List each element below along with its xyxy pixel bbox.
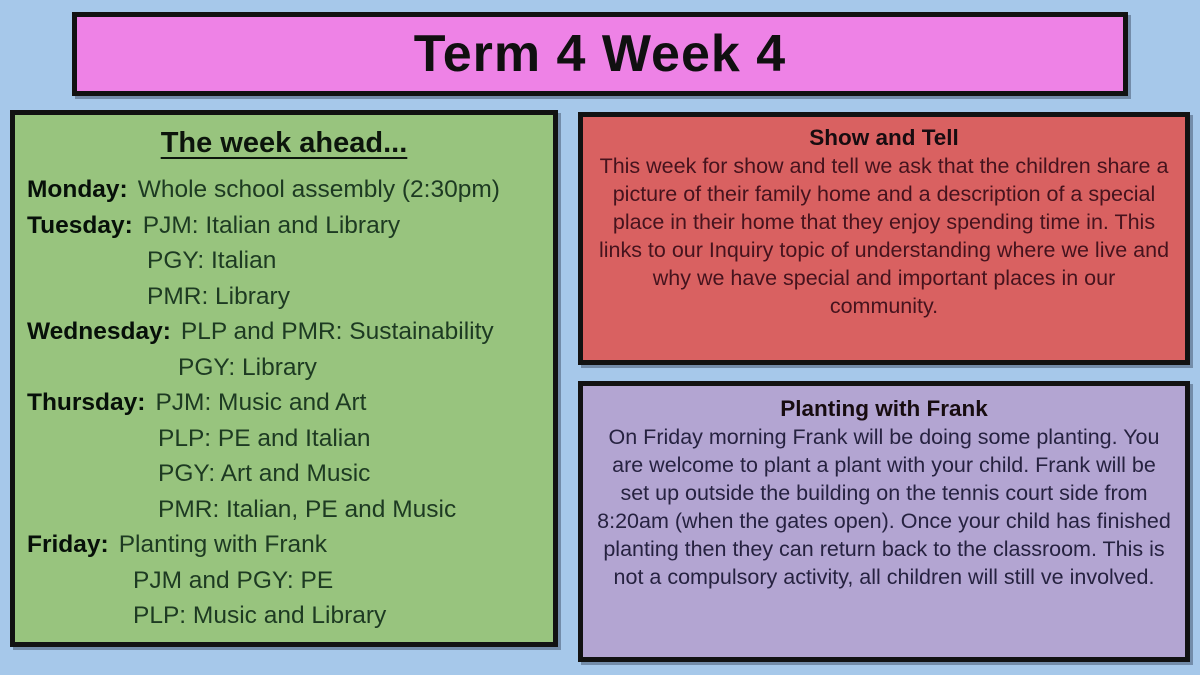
- show-and-tell-body: This week for show and tell we ask that the children share a picture of their family home and a description of a special place in their home that they enjoy spending time in. This links to our Inquiry topic of understanding where we live and why we have special and important places in our community.: [598, 154, 1170, 318]
- planting-with-frank-panel: [578, 381, 1190, 662]
- day-label: Monday:: [27, 176, 128, 203]
- day-activities: PLP and PMR: Sustainability: [180, 318, 494, 345]
- title-banner: [72, 12, 1128, 96]
- schedule-subline: [27, 598, 541, 634]
- day-activities: PJM: Italian and Library: [142, 211, 401, 239]
- schedule-line-friday: [27, 527, 541, 563]
- schedule-subline: [27, 492, 541, 528]
- schedule-subline: [27, 279, 541, 315]
- week-ahead-panel: [10, 110, 558, 647]
- show-and-tell-title: Show and Tell: [809, 125, 959, 150]
- day-label: Wednesday:: [27, 318, 171, 345]
- planting-title: Planting with Frank: [780, 396, 988, 421]
- schedule-subline: [27, 421, 541, 457]
- day-activities: PLP: Music and Library: [133, 602, 387, 629]
- schedule-line-monday: [27, 172, 541, 208]
- day-label: Friday:: [27, 531, 109, 558]
- show-and-tell-panel: [578, 112, 1190, 365]
- day-activities: PMR: Italian, PE and Music: [158, 495, 457, 523]
- day-activities: PJM: Music and Art: [155, 389, 367, 416]
- schedule-subline: [27, 456, 541, 492]
- day-activities: PGY: Italian: [147, 247, 277, 274]
- day-activities: PLP: PE and Italian: [158, 424, 371, 452]
- day-activities: PJM and PGY: PE: [133, 566, 334, 594]
- planting-body: On Friday morning Frank will be doing some planting. You are welcome to plant a plant with your child. Frank will be set up outside the building on the tennis court side from 8:20am (when the gates open). Once your child has finished planting then they can return back to the classroom. This is not a compulsory activity, all children will still ve involved.: [597, 425, 1171, 589]
- schedule-line-wednesday: [27, 314, 541, 350]
- schedule-subline: [27, 563, 541, 599]
- day-activities: PMR: Library: [147, 282, 290, 310]
- day-activities: Planting with Frank: [118, 531, 328, 558]
- day-activities: Whole school assembly (2:30pm): [137, 176, 500, 203]
- day-activities: PGY: Library: [178, 353, 317, 381]
- day-activities: PGY: Art and Music: [158, 460, 371, 487]
- page-title: Term 4 Week 4: [413, 25, 787, 83]
- day-label: Thursday:: [27, 389, 146, 416]
- week-ahead-heading: The week ahead...: [160, 127, 408, 159]
- day-label: Tuesday:: [27, 211, 133, 239]
- schedule-line-tuesday: [27, 208, 541, 244]
- schedule-subline: [27, 243, 541, 279]
- schedule-subline: [27, 350, 541, 386]
- schedule-line-thursday: [27, 385, 541, 421]
